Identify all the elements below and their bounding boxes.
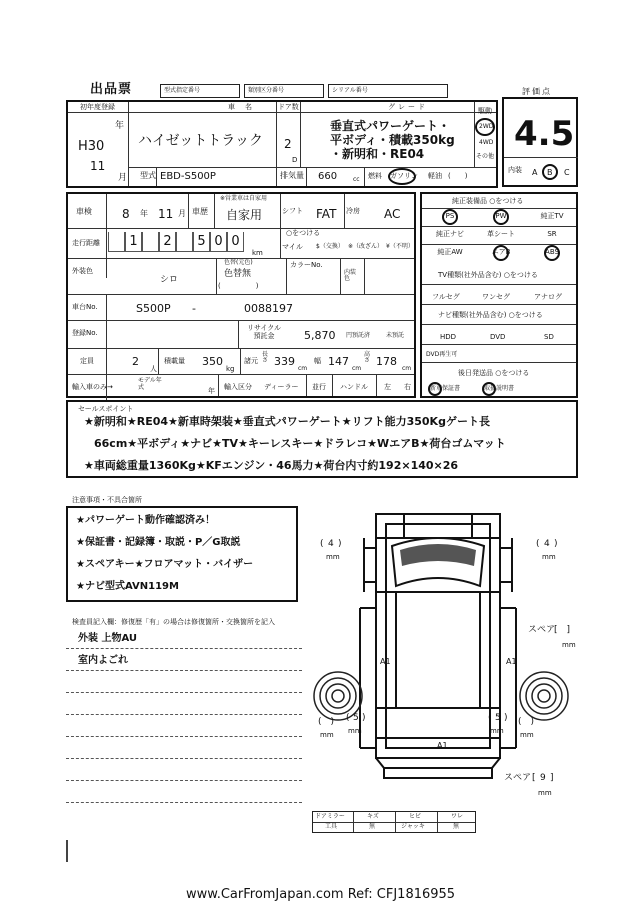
serial-no-label: シリアル番号: [332, 87, 368, 94]
shift-label: シフト: [282, 207, 303, 215]
margin-mark: [66, 840, 68, 862]
equipment-item: ABS: [545, 248, 559, 256]
import-dealer: ディーラー: [264, 383, 299, 391]
fuel-paren: ( ): [448, 172, 468, 180]
tv-item-oneseg: ワンセグ: [482, 293, 510, 301]
color-change-label: 色替(元色): [224, 259, 253, 266]
displacement-value: 660: [318, 171, 338, 182]
fuel-label: 燃料: [368, 172, 382, 180]
month-unit: 月: [118, 173, 128, 183]
model-year-label: モデル年式: [138, 377, 162, 391]
shaken-label: 車検: [76, 207, 92, 216]
mileage-digit: 0: [227, 232, 244, 252]
length-unit: cm: [298, 365, 308, 372]
notes-line-4: ★ナビ型式AVN119M: [76, 581, 179, 592]
car-name-label: 車名: [228, 103, 262, 111]
navi-item-dvd: DVD: [490, 333, 506, 341]
shift-value: FAT: [316, 207, 337, 221]
equipment-item: PW: [495, 212, 507, 220]
tire-front-right-mm: mm: [542, 553, 556, 561]
grade-line-2: 平ボディ・積載350kg: [330, 133, 455, 147]
inspector-rule: [66, 736, 302, 737]
equipment-row-divider: [422, 244, 576, 245]
displacement-label: 排気量: [280, 171, 304, 180]
width-label: 幅: [314, 357, 321, 365]
sales-points-label: セールスポイント: [78, 405, 134, 413]
tire-rear-right-mm: mm: [520, 731, 534, 739]
meter-option-unknown: ¥（不明）: [386, 243, 414, 250]
shaken-year: 8: [122, 207, 130, 221]
type-label: 型式: [140, 171, 156, 180]
inspector-line: 室内よごれ: [78, 655, 128, 666]
dvd-playback-label: DVD再生可: [426, 351, 458, 358]
spare-lower-bracket-close: ]: [550, 773, 554, 783]
capacity-label: 定員: [80, 357, 94, 365]
equipment-item: 革シート: [487, 230, 515, 238]
spare-upper-label: スペア: [528, 625, 556, 635]
equipment-grid: [422, 208, 576, 262]
usage-label: 車歴: [192, 207, 208, 216]
first-reg-year: H30: [78, 139, 105, 154]
tire-rear-inner-left-depth: 5: [353, 713, 359, 723]
drive-label: 駆動: [478, 107, 492, 115]
vehicle-block: [66, 100, 498, 188]
height-label: 高さ: [364, 351, 371, 364]
docs-warranty: 新車保証書: [430, 385, 461, 392]
doors-label: ドア数: [278, 103, 299, 111]
interior-color-label: 内装色: [344, 269, 357, 282]
spare-upper-mm: mm: [562, 641, 576, 649]
legend-value-jack: ジャッキ: [401, 823, 425, 830]
interior-label: 内装: [508, 166, 522, 174]
length-label: 長さ: [262, 351, 269, 364]
tire-front-right-depth: 4: [544, 539, 550, 549]
height-value: 178: [376, 355, 397, 368]
tire-rear-inner-right-bracket: (: [488, 713, 492, 723]
model-spec-no-label: 型式指定番号: [164, 87, 201, 94]
dims-label: 諸元: [244, 357, 258, 365]
reg-no-label: 登録No.: [72, 329, 98, 337]
sales-points-block: [66, 400, 578, 478]
legend-header-break: ワレ: [451, 813, 464, 820]
grade-line-3: ・新明和・RE04: [330, 147, 425, 161]
sheet-title: 出品票: [90, 82, 133, 97]
equipment-item: 純正AW: [437, 248, 463, 256]
inspector-rule: [66, 648, 302, 649]
import-parallel: 並行: [312, 383, 326, 391]
interior-grade-circle: [542, 164, 558, 180]
tv-item-analog: アナログ: [534, 293, 562, 301]
notes-label: 注意事項・不具合箇所: [72, 496, 142, 504]
color-change-paren: ( ): [218, 282, 259, 290]
docs-title: 後日発送品 ○をつける: [458, 369, 530, 377]
tire-rear-inner-left-mm: mm: [348, 727, 362, 735]
mileage-digit: 1: [125, 232, 142, 252]
sales-point-line-1: ★新明和★RE04★新車時架装★垂直式パワーゲート★リフト能力350Kgゲート長: [84, 415, 490, 428]
navi-title: ナビ種類(社外品含む) ○をつける: [438, 311, 543, 319]
navi-item-hdd: HDD: [440, 333, 457, 341]
handle-right: 右: [404, 383, 411, 391]
tire-rear-left-mm: mm: [320, 731, 334, 739]
doors-value: 2: [284, 137, 292, 151]
doors-suffix: D: [292, 156, 298, 164]
equipment-item-circle: [493, 245, 509, 261]
model-spec-no-cell: [160, 84, 240, 98]
tire-rear-inner-right-depth: 5: [495, 713, 501, 723]
equipment-title: 純正装備品 ○をつける: [452, 197, 524, 205]
width-unit: cm: [352, 365, 362, 372]
mark-a1-right: A1: [506, 657, 517, 666]
inspector-lines: [66, 628, 302, 838]
equipment-row-divider: [422, 226, 576, 227]
ac-value: AC: [384, 207, 401, 221]
tire-front-left-bracket: (: [320, 539, 324, 549]
year-unit: 年: [115, 121, 125, 131]
mileage-digit: 0: [210, 232, 227, 252]
equipment-block: [420, 192, 578, 398]
model-year-unit: 年: [208, 387, 215, 395]
mileage-digit: [142, 232, 159, 252]
mileage-digit: [176, 232, 193, 252]
height-unit: cm: [402, 365, 412, 372]
recycle-unit: 円預託済: [346, 332, 371, 339]
drive-2wd-circle: [475, 118, 495, 136]
inspector-rule: [66, 714, 302, 715]
color-change-value: 色替無: [224, 269, 252, 279]
mileage-digit: [108, 232, 125, 252]
import-label: 輸入車のみ→: [72, 383, 113, 391]
meter-option-exchange: $（交換）: [316, 243, 344, 250]
handle-label: ハンドル: [340, 383, 368, 391]
legend-value-none-2: 無: [453, 823, 460, 830]
tv-item-fullseg: フルセグ: [432, 293, 460, 301]
inspector-line: 外装 上物AU: [78, 633, 138, 644]
chassis-label: 車台No.: [72, 303, 98, 311]
shaken-year-unit: 年: [140, 209, 148, 218]
load-label: 積載量: [164, 357, 185, 365]
fuel-gasoline-circle: [388, 168, 416, 185]
shaken-month-unit: 月: [178, 209, 186, 218]
tire-rear-right-bracket: ( ): [518, 717, 535, 727]
spare-lower-bracket: [: [532, 773, 536, 783]
notes-line-3: ★スペアキー★フロアマット・バイザー: [76, 559, 254, 570]
usage-value: 自家用: [226, 208, 263, 222]
navi-item-sd: SD: [544, 333, 554, 341]
meter-note: ○をつける: [286, 229, 321, 237]
spare-lower-depth: 9: [540, 773, 546, 783]
spare-lower-mm: mm: [538, 789, 552, 797]
legend-value-tools: 工具: [325, 823, 338, 830]
spare-lower-label: スペア: [504, 773, 532, 783]
inspector-rule: [66, 780, 302, 781]
tire-front-right-bracket-close: ): [554, 539, 558, 549]
chassis-number: 0088197: [244, 302, 293, 315]
tire-rear-left-bracket: ( ): [318, 717, 335, 727]
tire-rear-inner-left-bracket: (: [346, 713, 350, 723]
interior-grade-a: A: [532, 168, 538, 177]
capacity-value: 2: [132, 355, 139, 368]
legend-header-scratch: キズ: [367, 813, 379, 820]
fuel-light-oil: 軽油: [428, 172, 442, 180]
inspector-rule: [66, 802, 302, 803]
score-label: 評価点: [522, 87, 552, 96]
sales-point-line-3: ★車両総重量1360Kg★KFエンジン・46馬力★荷台内寸約192×140×26: [84, 459, 459, 472]
first-reg-month: 11: [90, 159, 106, 173]
first-reg-label: 初年度登録: [80, 103, 115, 111]
mileage-label: 走行距離: [72, 239, 100, 247]
tire-front-left-depth: 4: [328, 539, 334, 549]
equipment-item: 純正ナビ: [436, 230, 464, 238]
color-value: シロ: [160, 275, 179, 285]
fuel-gasoline: ガソリン: [390, 172, 418, 180]
color-label: 外装色: [72, 267, 93, 275]
ac-label: 冷房: [346, 207, 360, 215]
grade-label: グレード: [388, 103, 428, 111]
meter-option-tampered: ※（改ざん）: [348, 243, 384, 250]
tire-front-left-mm: mm: [326, 553, 340, 561]
width-value: 147: [328, 355, 349, 368]
notes-line-2: ★保証書・記録簿・取説・P／G取説: [76, 537, 241, 548]
legend-value-none-1: 無: [369, 823, 376, 830]
sales-point-line-2: 66cm★平ボディ★ナビ★TV★キーレスキー★ドラレコ★WエアB★荷台ゴムマット: [94, 437, 506, 450]
equipment-item-circle: [544, 245, 560, 261]
recycle-label: リサイクル預託金: [246, 324, 282, 340]
drive-4wd: 4WD: [479, 139, 494, 146]
shaken-month: 11: [158, 207, 174, 221]
damage-legend: [312, 811, 476, 833]
tire-front-right-bracket: (: [536, 539, 540, 549]
drive-other: その他: [476, 153, 495, 160]
category-no-cell: [244, 84, 324, 98]
equipment-item: 純正TV: [540, 212, 564, 220]
recycle-amount: 5,870: [304, 329, 336, 342]
equipment-item-circle: [493, 209, 509, 225]
load-unit: kg: [226, 365, 235, 373]
capacity-unit: 人: [150, 365, 157, 373]
tire-front-left-bracket-close: ): [338, 539, 342, 549]
inspector-rule: [66, 692, 302, 693]
chassis-model: S500P: [136, 302, 171, 315]
drive-2wd: 2WD: [479, 123, 494, 130]
notes-block: [66, 506, 298, 602]
car-name: ハイゼットトラック: [138, 133, 264, 149]
equipment-item: エアB: [491, 248, 511, 256]
usage-note: ※営業車は自家用: [220, 195, 268, 202]
docs-warranty-circle: [428, 382, 442, 396]
meter-label: マイル: [282, 243, 303, 251]
spare-upper-bracket: [ ]: [554, 625, 571, 635]
legend-header-crack: ヒビ: [409, 813, 422, 820]
tire-rear-inner-left-bracket-close: ): [362, 713, 366, 723]
inspector-rule: [66, 758, 302, 759]
grade-line-1: 垂直式パワーゲート・: [330, 119, 451, 133]
mark-a1-rear: A1: [437, 741, 448, 750]
displacement-unit: cc: [353, 176, 360, 183]
notes-line-1: ★パワーゲート動作確認済み！: [76, 515, 215, 526]
interior-grade-b: B: [547, 168, 553, 177]
mileage-digit: 5: [193, 232, 210, 252]
tv-title: TV種類(社外品含む) ○をつける: [438, 271, 538, 279]
score-value: 4.5: [514, 114, 575, 154]
load-value: 350: [202, 355, 223, 368]
tire-rear-inner-right-mm: mm: [490, 727, 504, 735]
handle-left: 左: [384, 383, 391, 391]
equipment-item: PS: [445, 212, 455, 220]
inspector-rule: [66, 670, 302, 671]
recycle-status: 未預託: [386, 332, 405, 339]
type-value: EBD-S500P: [160, 171, 216, 182]
chassis-dash: -: [192, 302, 196, 315]
color-no-label: カラーNo.: [290, 261, 323, 269]
footer-watermark: www.CarFromJapan.com Ref: CFJ1816955: [186, 887, 456, 902]
serial-no-cell: [328, 84, 448, 98]
mileage-digit: 2: [159, 232, 176, 252]
interior-grade-c: C: [564, 168, 570, 177]
inspector-label: 検査員記入欄：修復歴「有」の場合は修復箇所・交換箇所を記入: [72, 618, 275, 626]
score-box: [502, 97, 578, 187]
mileage-digits: [108, 230, 248, 254]
equipment-item: SR: [547, 230, 557, 238]
equipment-item-circle: [442, 209, 458, 225]
category-no-label: 類別区分番号: [248, 87, 285, 94]
docs-manual-circle: [482, 382, 496, 396]
import-type-label: 輸入区分: [224, 383, 252, 391]
legend-header-mirror: ドアミラー: [315, 813, 345, 820]
docs-manual: 取扱説明書: [484, 385, 515, 392]
mark-a1-left: A1: [380, 657, 391, 666]
length-value: 339: [274, 355, 295, 368]
tire-rear-inner-right-bracket-close: ): [504, 713, 508, 723]
inspection-block: [66, 192, 416, 398]
mileage-unit: km: [252, 249, 263, 257]
